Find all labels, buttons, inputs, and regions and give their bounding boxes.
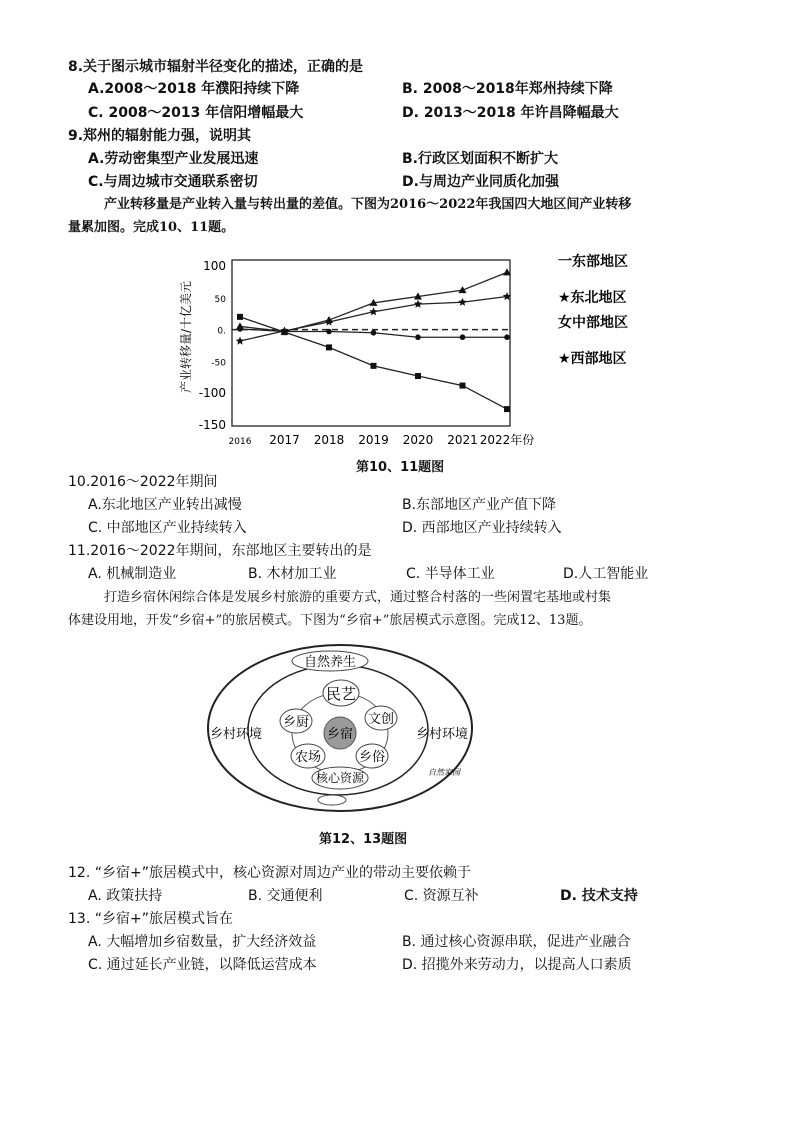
q12-option-b: B. 交通便利 bbox=[248, 888, 323, 904]
diagram-custom-label: 乡俗 bbox=[358, 750, 386, 765]
q9-option-c: C.与周边城市交通联系密切 bbox=[88, 174, 258, 190]
chart-series-4-point bbox=[282, 329, 288, 335]
diagram-core-label: 核心资源 bbox=[315, 771, 365, 785]
q10-option-a: A.东北地区产业转出减慢 bbox=[88, 497, 242, 513]
chart-legend-entry: ★东北地区 bbox=[558, 290, 627, 306]
chart-series-3-point bbox=[237, 326, 243, 332]
chart-y-tick-label: -100 bbox=[198, 386, 226, 401]
question-10-stem: 10.2016～2022年期间 bbox=[68, 474, 218, 490]
diagram-small-label: 自然家园 bbox=[428, 768, 460, 777]
q10-option-c: C. 中部地区产业持续转入 bbox=[88, 520, 247, 536]
chart-x-tick-label: 2022年份 bbox=[479, 433, 535, 447]
chart-series-3-point bbox=[415, 334, 421, 340]
intro-10-11-line2: 量累加图。完成10、11题。 bbox=[68, 220, 235, 235]
q12-option-a: A. 政策扶持 bbox=[88, 888, 163, 904]
q9-option-d: D.与周边产业同质化加强 bbox=[402, 174, 559, 190]
question-11-stem: 11.2016～2022年期间，东部地区主要转出的是 bbox=[68, 543, 372, 559]
chart-series-1-point bbox=[236, 337, 245, 345]
diagram-kitchen-label: 乡厨 bbox=[282, 715, 310, 730]
diagram-culture-label: 文创 bbox=[367, 712, 395, 727]
diagram-center-label: 乡宿 bbox=[326, 727, 354, 742]
chart-x-tick-label: 2020 bbox=[402, 433, 434, 447]
diagram-env-right-label: 乡村环境 bbox=[416, 727, 469, 742]
q11-option-b: B. 木材加工业 bbox=[248, 566, 337, 582]
chart-series-4-point bbox=[415, 373, 421, 379]
chart-series-1-point bbox=[458, 298, 467, 306]
q9-option-b: B.行政区划面积不断扩大 bbox=[402, 151, 558, 167]
chart-legend-entry: 女中部地区 bbox=[558, 315, 628, 331]
chart-y-tick-label: 100 bbox=[203, 259, 226, 273]
intro-12-13-line2: 体建设用地，开发“乡宿+”的旅居模式。下图为“乡宿+”旅居模式示意图。完成12、13题。 bbox=[68, 613, 592, 628]
intro-12-13-line1: 打造乡宿休闲综合体是发展乡村旅游的重要方式，通过整合村落的一些闲置宅基地或村集 bbox=[104, 590, 612, 605]
q10-option-b: B.东部地区产业产值下降 bbox=[402, 497, 557, 513]
chart-caption: 第10、11题图 bbox=[356, 460, 445, 475]
q11-option-c: C. 半导体工业 bbox=[406, 566, 495, 582]
chart-x-tick-label: 2018 bbox=[313, 433, 345, 447]
question-8-stem: 8.关于图示城市辐射半径变化的描述，正确的是 bbox=[68, 59, 364, 75]
q12-option-c: C. 资源互补 bbox=[404, 888, 479, 904]
question-12-stem: 12. “乡宿+”旅居模式中，核心资源对周边产业的带动主要依赖于 bbox=[68, 865, 471, 881]
chart-x-tick-label: 2019 bbox=[358, 433, 389, 447]
chart-y-tick-label: 50 bbox=[214, 294, 226, 305]
chart-y-tick-label: -50 bbox=[211, 358, 226, 369]
chart-x-tick-label: 2021 bbox=[447, 433, 478, 447]
chart-series-3-point bbox=[326, 329, 332, 335]
chart-y-tick-label: -150 bbox=[198, 418, 226, 432]
q10-option-d: D. 西部地区产业持续转入 bbox=[402, 520, 562, 536]
diagram-env-left-label: 乡村环境 bbox=[210, 727, 263, 742]
diagram-caption: 第12、13题图 bbox=[319, 832, 408, 847]
chart-x-tick-label: 2016 bbox=[228, 437, 252, 447]
q9-option-a: A.劳动密集型产业发展迅速 bbox=[88, 151, 259, 167]
chart-series-3-point bbox=[371, 330, 377, 336]
question-13-stem: 13. “乡宿+”旅居模式旨在 bbox=[68, 911, 233, 927]
q12-option-d: D. 技术支持 bbox=[560, 888, 638, 904]
chart-y-axis-label: 产业转移量/十亿美元 bbox=[179, 280, 193, 394]
intro-10-11-line1: 产业转移量是产业转入量与转出量的差值。下图为2016～2022年我国四大地区间产业转移 bbox=[104, 197, 632, 212]
chart-series-3-point bbox=[504, 334, 510, 340]
question-9-stem: 9.郑州的辐射能力强，说明其 bbox=[68, 128, 252, 144]
diagram-top-label: 自然养生 bbox=[303, 655, 357, 670]
chart-series-4-point bbox=[504, 406, 510, 412]
q13-option-d: D. 招揽外来劳动力，以提高人口素质 bbox=[402, 957, 632, 973]
chart-y-tick-label: 0. bbox=[217, 326, 226, 337]
xiangsu-plus-diagram bbox=[200, 638, 490, 820]
industry-transfer-line-chart bbox=[170, 228, 650, 450]
chart-legend-entry: ★西部地区 bbox=[558, 351, 627, 367]
q13-option-a: A. 大幅增加乡宿数量，扩大经济效益 bbox=[88, 934, 317, 950]
q8-option-b: B. 2008～2018年郑州持续下降 bbox=[402, 81, 613, 97]
chart-series-4-point bbox=[371, 363, 377, 369]
q11-option-a: A. 机械制造业 bbox=[88, 566, 177, 582]
q11-option-d: D.人工智能业 bbox=[563, 566, 649, 582]
chart-series-4-point bbox=[460, 383, 466, 389]
q8-option-d: D. 2013～2018 年许昌降幅最大 bbox=[402, 105, 619, 121]
chart-legend-entry: 一东部地区 bbox=[558, 254, 628, 270]
chart-series-4-point bbox=[326, 344, 332, 350]
diagram-art-label: 民艺 bbox=[325, 685, 357, 703]
q13-option-c: C. 通过延长产业链，以降低运营成本 bbox=[88, 957, 317, 973]
chart-series-1-point bbox=[414, 300, 423, 308]
q13-option-b: B. 通过核心资源串联，促进产业融合 bbox=[402, 934, 631, 950]
q8-option-a: A.2008～2018 年濮阳持续下降 bbox=[88, 81, 300, 97]
chart-series-3-point bbox=[460, 334, 466, 340]
chart-series-1-point bbox=[369, 307, 378, 315]
chart-series-4-point bbox=[237, 314, 243, 320]
chart-x-tick-label: 2017 bbox=[269, 433, 300, 447]
chart-plot-frame bbox=[232, 260, 510, 426]
diagram-farm-label: 农场 bbox=[294, 750, 322, 765]
q8-option-c: C. 2008～2013 年信阳增幅最大 bbox=[88, 105, 304, 121]
